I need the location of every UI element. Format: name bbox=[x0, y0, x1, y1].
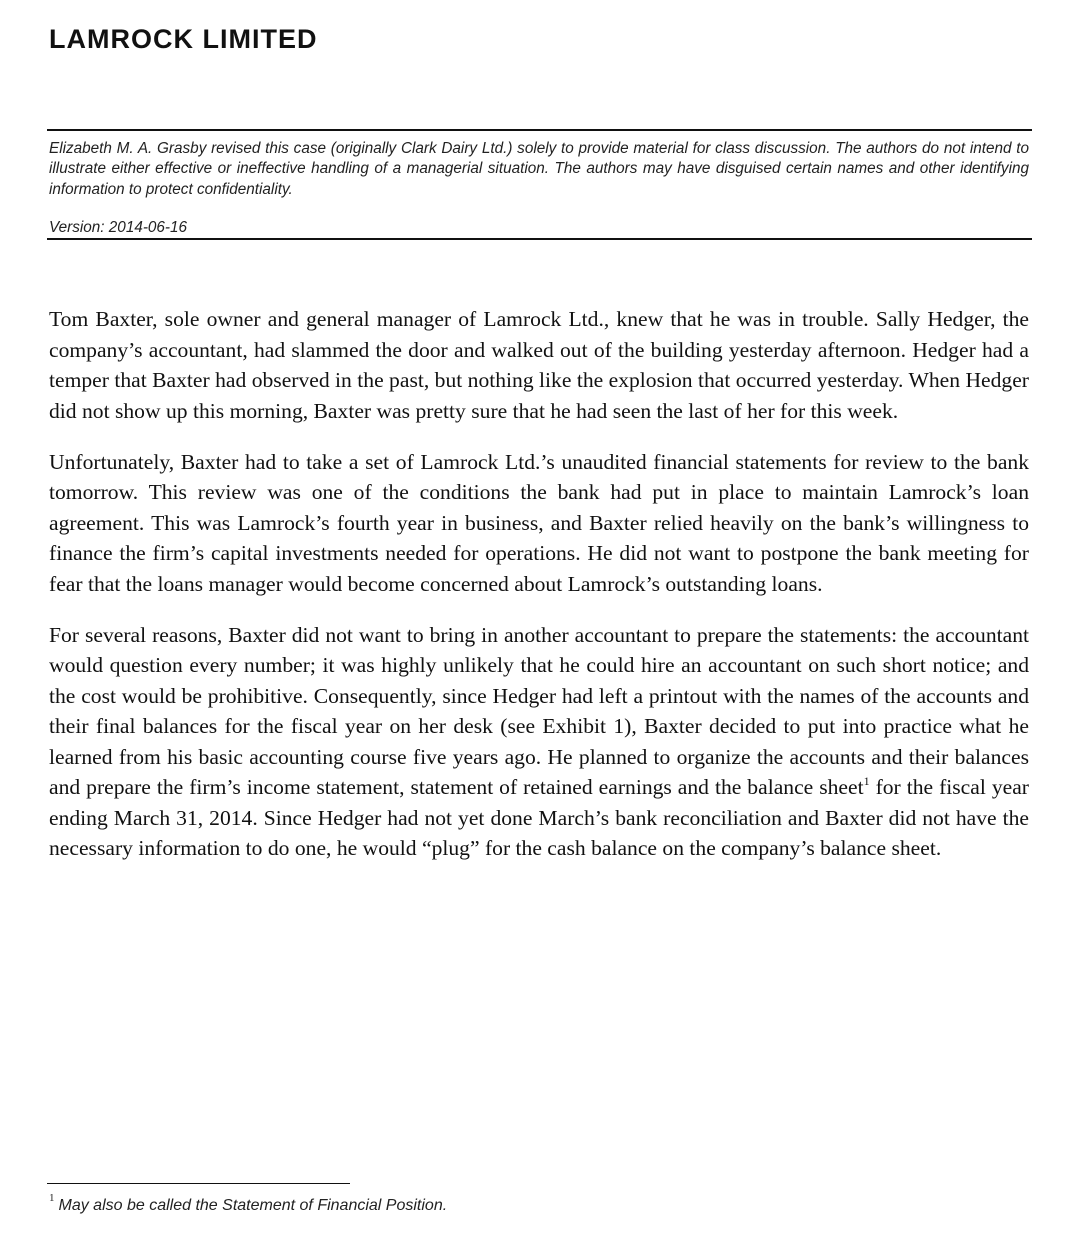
body-paragraph-3-part-1: For several reasons, Baxter did not want to bring in another accountant to prepare the statements: the accountant would question every number; it was highly unlikely that he could hire an accountant on such short notice; and the cost would be prohibitive. Consequently, since Hedger had left a printout with the names of the accounts and their final balances for the fiscal year on her desk (see Exhibit 1), Baxter decided to put into practice what he learned from his basic accounting course five years ago. He planned to organize the accounts and their balances and prepare the firm’s income statement, statement of retained earnings and the balance sheet bbox=[49, 622, 1029, 799]
document-title: LAMROCK LIMITED bbox=[49, 24, 318, 54]
footnote bbox=[49, 1193, 1029, 1219]
case-body bbox=[49, 304, 1029, 884]
footnote-separator bbox=[47, 1183, 350, 1184]
body-paragraph-3 bbox=[49, 620, 1029, 864]
header-top-rule bbox=[47, 129, 1032, 131]
footnote-text: May also be called the Statement of Financial Position. bbox=[58, 1197, 448, 1214]
footnote-reference: 1 bbox=[863, 774, 870, 788]
body-paragraph-2: Unfortunately, Baxter had to take a set of Lamrock Ltd.’s unaudited financial statements for review to the bank tomorrow. This review was one of the conditions the bank had put in place to maintain Lamrock’s loan agreement. This was Lamrock’s fourth year in business, and Baxter relied heavily on the bank’s willingness to finance the firm’s capital investments needed for operations. He did not want to postpone the bank meeting for fear that the loans manager would become concerned about Lamrock’s outstanding loans. bbox=[49, 449, 1029, 596]
footnote-number: 1 bbox=[49, 1192, 55, 1204]
version-label: Version: 2014-06-16 bbox=[49, 219, 188, 236]
case-disclaimer: Elizabeth M. A. Grasby revised this case (originally Clark Dairy Ltd.) solely to provide material for class discussion. The authors do not intend to illustrate either effective or ineffective handling of a managerial situation. The authors may have disguised certain names and other identifying information to protect confidentiality. bbox=[49, 140, 1029, 198]
body-paragraph-3-part-2: for the fiscal year ending March 31, 2014. Since Hedger had not yet done March’s bank reconciliation and Baxter did not have the necessary information to do one, he would “plug” for the cash balance on the company’s balance sheet. bbox=[49, 775, 1029, 860]
header-bottom-rule bbox=[47, 238, 1032, 240]
body-paragraph-1: Tom Baxter, sole owner and general manager of Lamrock Ltd., knew that he was in trouble. Sally Hedger, the company’s accountant, had slammed the door and walked out of the building yesterday afternoon. Hedger had a temper that Baxter had observed in the past, but nothing like the explosion that occurred yesterday. When Hedger did not show up this morning, Baxter was pretty sure that he had seen the last of her for this week. bbox=[49, 307, 1029, 423]
